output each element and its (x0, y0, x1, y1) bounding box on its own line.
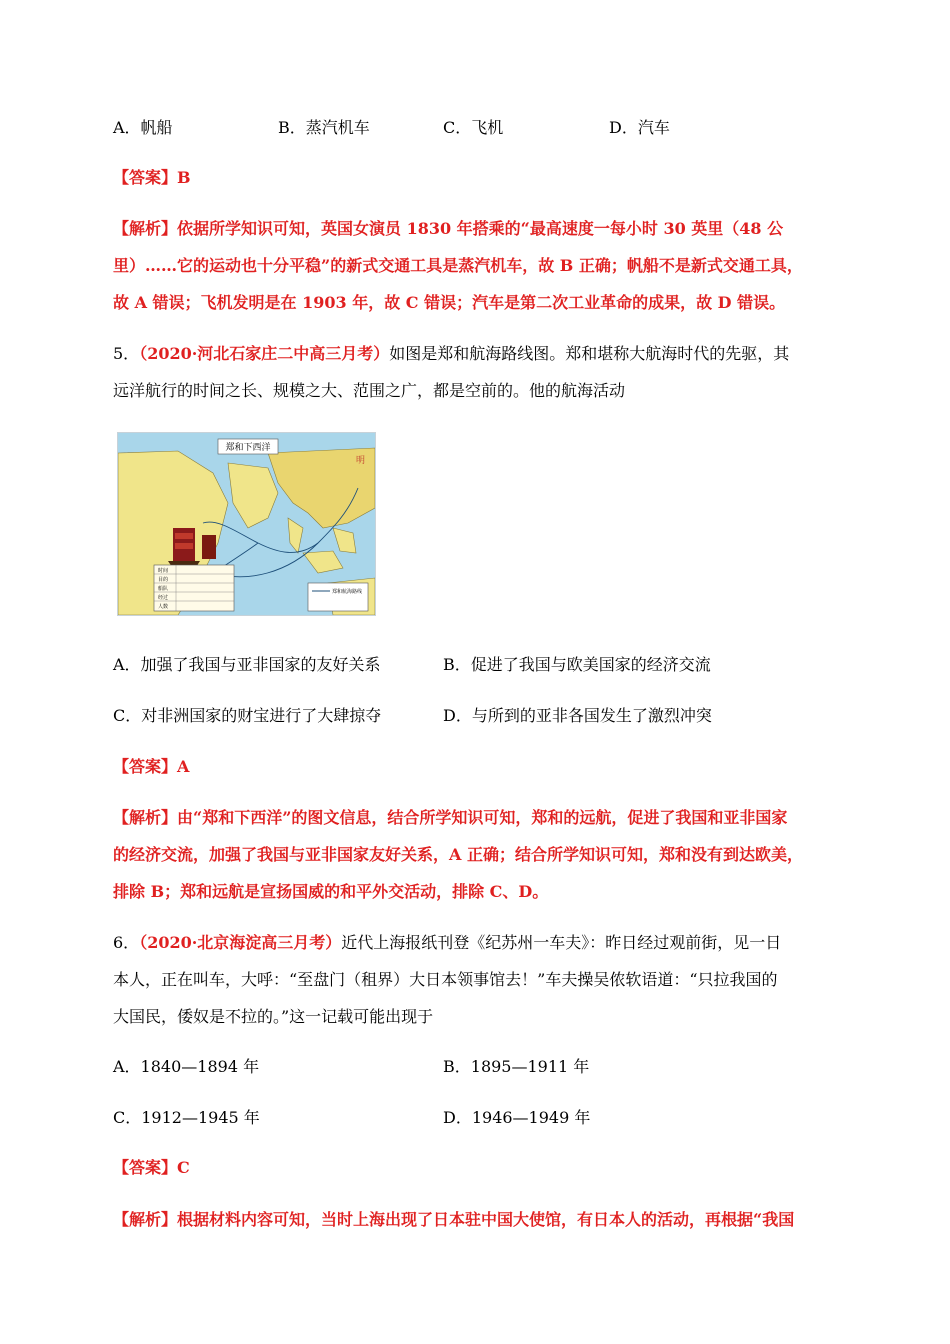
q6-number: 6． (113, 933, 140, 952)
q5-answer: 【答案】A (113, 757, 190, 776)
table-row-label: 目的 (158, 577, 169, 583)
zheng-he-voyage-map (117, 432, 376, 616)
q5-option-a: A．加强了我国与亚非国家的友好关系 (113, 655, 381, 674)
table-row-label: 时间 (158, 568, 169, 574)
table-row-label: 经过 (158, 595, 169, 601)
q5-analysis-line-1: 【解析】由“郑和下西洋”的图文信息，结合所学知识可知，郑和的远航，促进了我国和亚非国家 (113, 808, 788, 827)
q6-option-b: B．1895—1911 年 (443, 1057, 590, 1076)
map-region-label: 明 (356, 456, 366, 466)
q5-stem-line-1 (113, 344, 789, 364)
voyage-info-table (154, 565, 234, 611)
q6-source: （2020·北京海淀高三月考） (139, 933, 342, 952)
q5-analysis-line-2: 的经济交流，加强了我国与亚非国家友好关系，A 正确；结合所学知识可知，郑和没有到达欧美， (113, 845, 803, 864)
q6-stem-text-1: 近代上海报纸刊登《纪苏州一车夫》：昨日经过观前街，见一日 (341, 933, 782, 952)
q4-option-b: B．蒸汽机车 (278, 118, 370, 137)
q6-option-a: A．1840—1894 年 (113, 1057, 260, 1076)
q5-stem-text-1: 如图是郑和航海路线图。郑和堪称大航海时代的先驱，其 (389, 344, 790, 363)
q4-answer: 【答案】B (113, 168, 191, 187)
q5-option-d: D．与所到的亚非各国发生了激烈冲突 (443, 706, 712, 725)
q4-analysis-line-2: 里）……它的运动也十分平稳”的新式交通工具是蒸汽机车，故 B 正确；帆船不是新式交通工具， (113, 256, 803, 275)
q6-analysis-line-1: 【解析】根据材料内容可知，当时上海出现了日本驻中国大使馆，有日本人的活动，再根据“我国 (113, 1210, 795, 1229)
map-title: 郑和下西洋 (225, 443, 271, 453)
q6-option-d: D．1946—1949 年 (443, 1108, 591, 1127)
q6-stem-line-2: 本人，正在叫车，大呼：“至盘门（租界）大日本领事馆去！”车夫操吴侬软语道：“只拉我国的 (113, 970, 778, 989)
q5-source: （2020·河北石家庄二中高三月考） (139, 344, 390, 363)
table-row-label: 人数 (158, 604, 169, 610)
q4-option-c: C．飞机 (443, 118, 504, 137)
q4-option-d: D．汽车 (609, 118, 670, 137)
q6-stem-line-3: 大国民，倭奴是不拉的。”这一记载可能出现于 (113, 1007, 434, 1026)
q5-stem-line-2: 远洋航行的时间之长、规模之大、范围之广，都是空前的。他的航海活动 (113, 381, 626, 400)
q5-option-c: C．对非洲国家的财宝进行了大肆掠夺 (113, 706, 382, 725)
q6-option-c: C．1912—1945 年 (113, 1108, 260, 1127)
legend-label: 郑和航海路线 (332, 589, 363, 595)
q6-answer: 【答案】C (113, 1158, 190, 1177)
q6-stem-line-1 (113, 933, 781, 953)
table-row-label: 船队 (158, 586, 169, 592)
q5-number: 5． (113, 344, 140, 363)
map-legend (308, 583, 368, 611)
q5-option-b: B．促进了我国与欧美国家的经济交流 (443, 655, 711, 674)
q4-analysis-line-1: 【解析】依据所学知识可知，英国女演员 1830 年搭乘的“最高速度一每小时 30 英里（48 公 (113, 219, 784, 238)
q5-analysis-line-3: 排除 B；郑和远航是宣扬国威的和平外交活动，排除 C、D。 (113, 882, 549, 901)
q4-analysis-line-3: 故 A 错误；飞机发明是在 1903 年，故 C 错误；汽车是第二次工业革命的成果，故 D 错误。 (113, 293, 786, 312)
q4-option-a: A．帆船 (113, 118, 173, 137)
